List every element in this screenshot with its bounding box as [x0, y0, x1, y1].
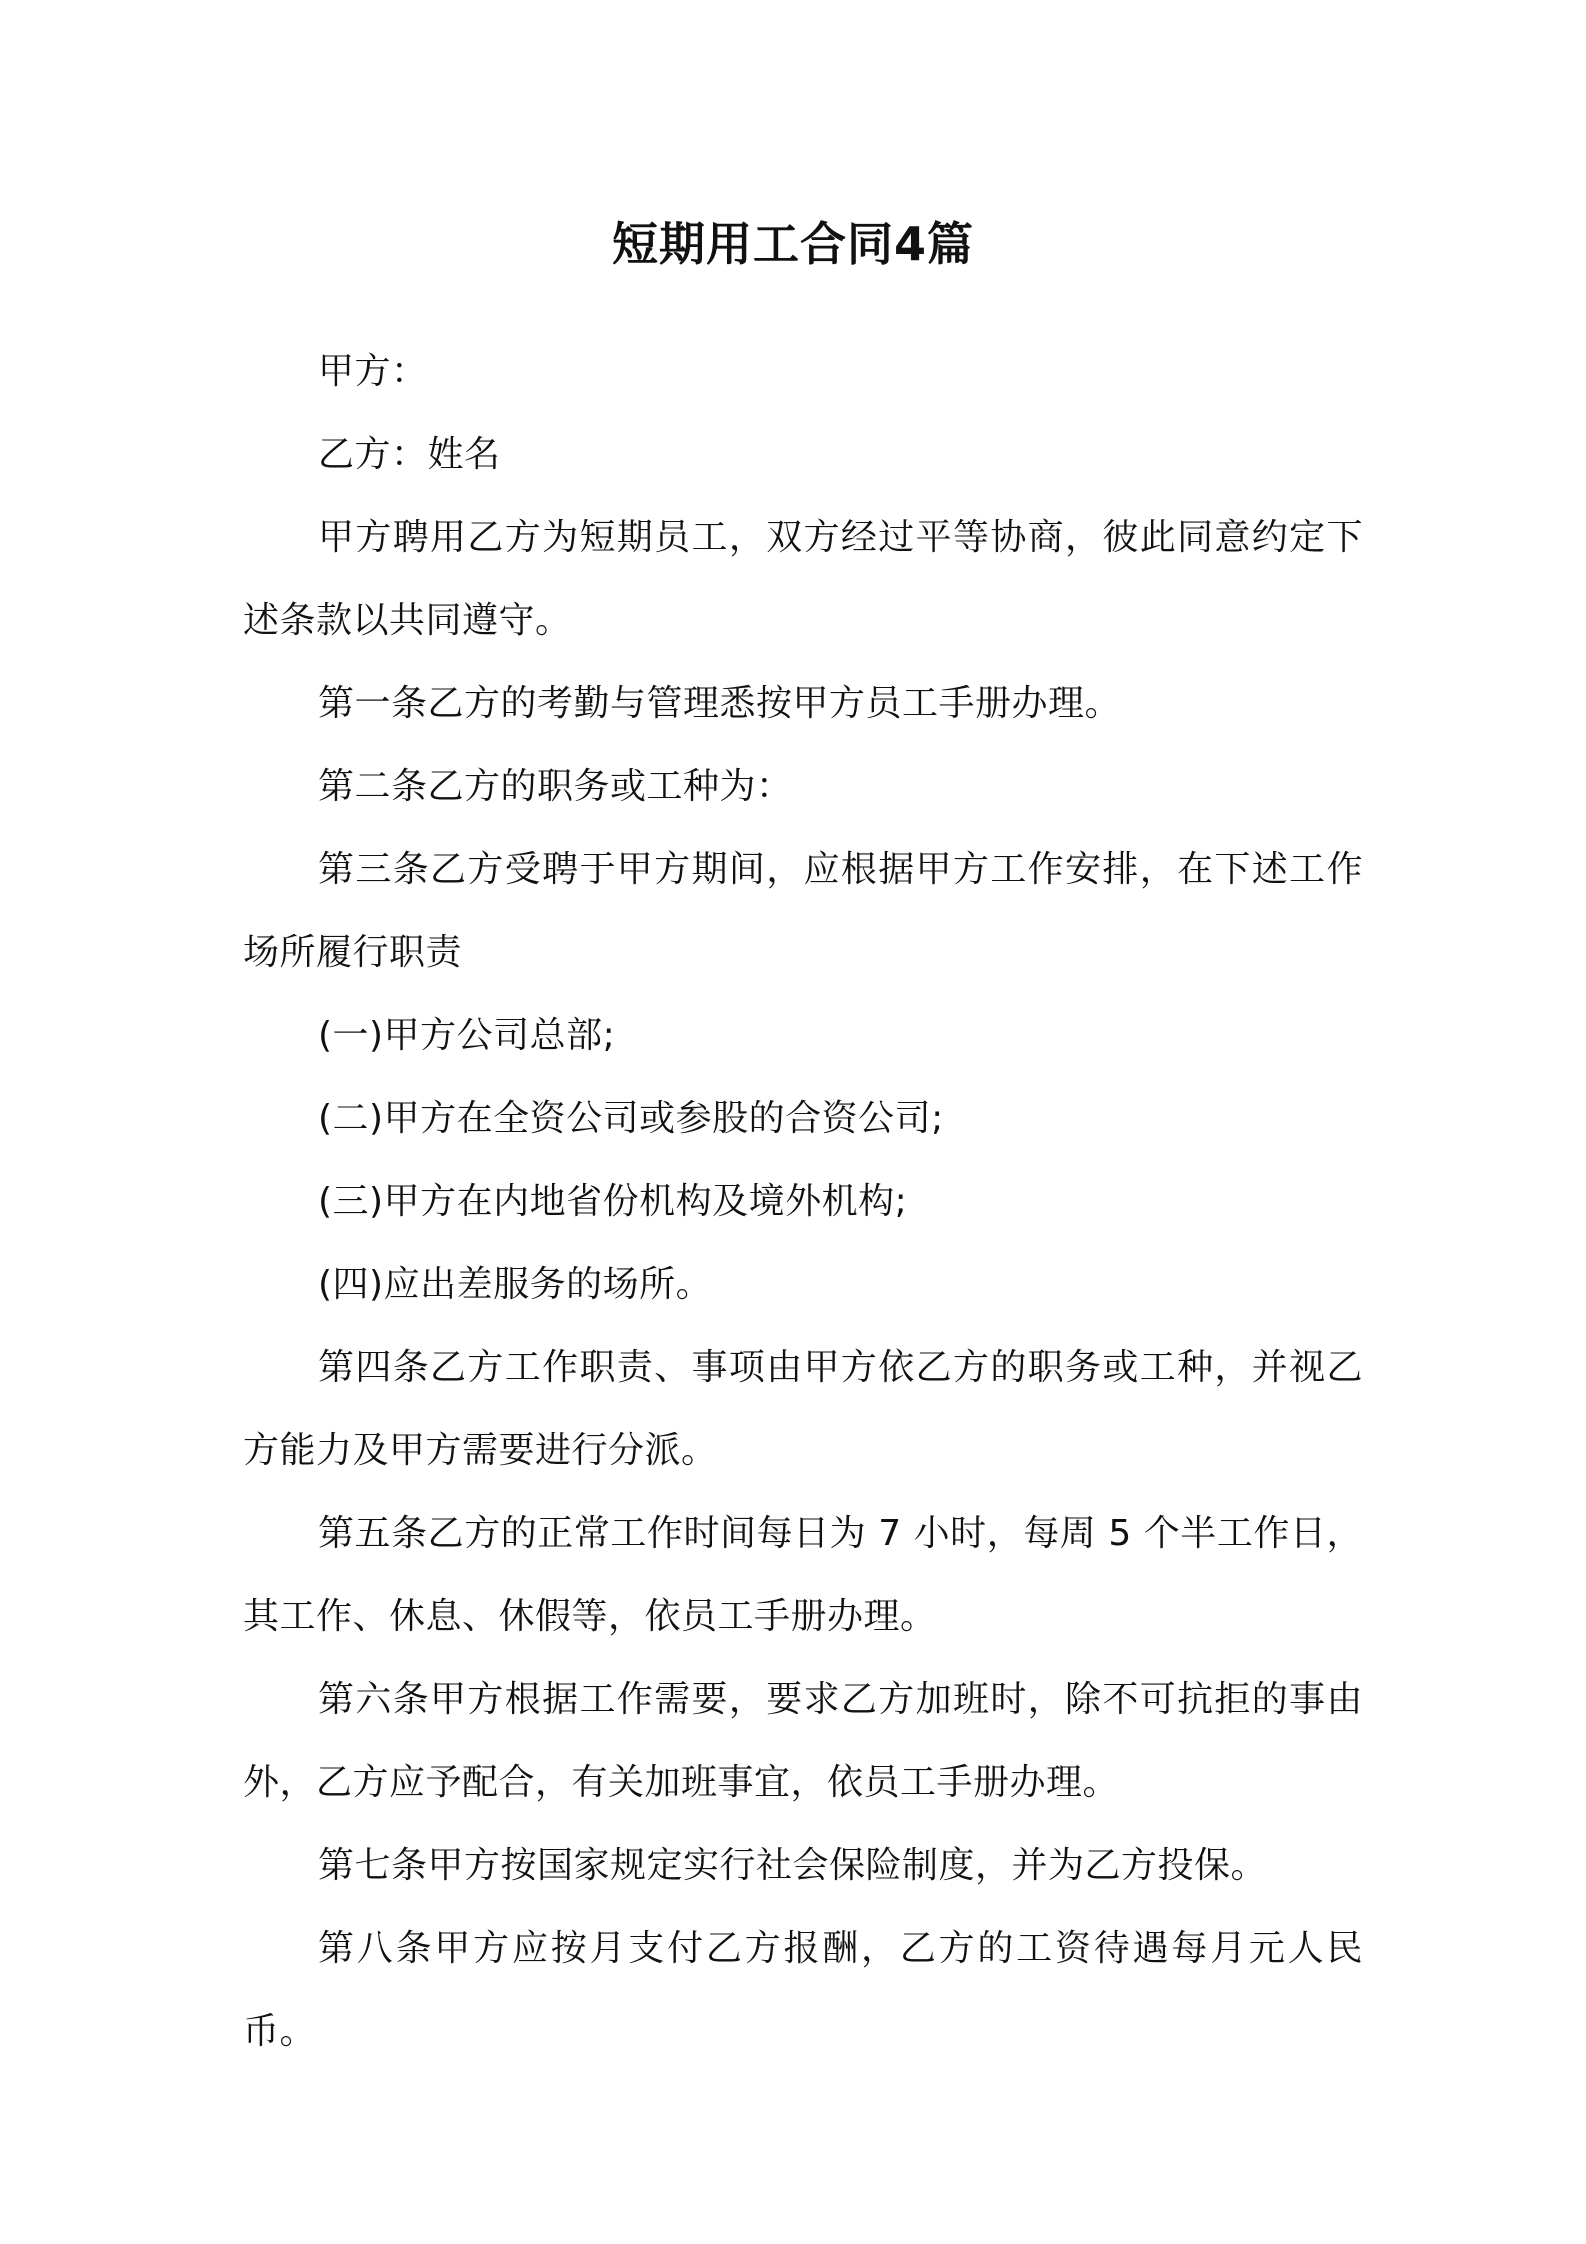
workplace-item-4: (四)应出差服务的场所。 — [318, 1264, 713, 1305]
article-2: 第二条乙方的职务或工种为： — [318, 766, 793, 807]
article-3: 第三条乙方受聘于甲方期间，应根据甲方工作安排，在下述工作场所履行职责 — [243, 849, 1363, 973]
preamble-paragraph: 甲方聘用乙方为短期员工，双方经过平等协商，彼此同意约定下述条款以共同遵守。 — [243, 517, 1363, 641]
article-4: 第四条乙方工作职责、事项由甲方依乙方的职务或工种，并视乙方能力及甲方需要进行分派。 — [243, 1347, 1363, 1471]
article-5: 第五条乙方的正常工作时间每日为 7 小时，每周 5 个半工作日，其工作、休息、休假等，依员工手册办理。 — [243, 1513, 1363, 1637]
document-body — [243, 330, 1363, 2073]
workplace-item-3: (三)甲方在内地省份机构及境外机构; — [318, 1181, 908, 1222]
workplace-item-2: (二)甲方在全资公司或参股的合资公司; — [318, 1098, 944, 1139]
document-title: 短期用工合同4篇 — [611, 217, 974, 271]
article-6: 第六条甲方根据工作需要，要求乙方加班时，除不可抗拒的事由外，乙方应予配合，有关加班事宜，依员工手册办理。 — [243, 1679, 1363, 1803]
article-7: 第七条甲方按国家规定实行社会保险制度，并为乙方投保。 — [318, 1845, 1268, 1886]
article-1: 第一条乙方的考勤与管理悉按甲方员工手册办理。 — [318, 683, 1122, 724]
article-8: 第八条甲方应按月支付乙方报酬，乙方的工资待遇每月元人民币。 — [243, 1928, 1363, 2052]
party-b-line: 乙方：姓名 — [318, 434, 501, 475]
workplace-item-1: (一)甲方公司总部; — [318, 1015, 616, 1056]
party-a-line: 甲方： — [318, 351, 428, 392]
